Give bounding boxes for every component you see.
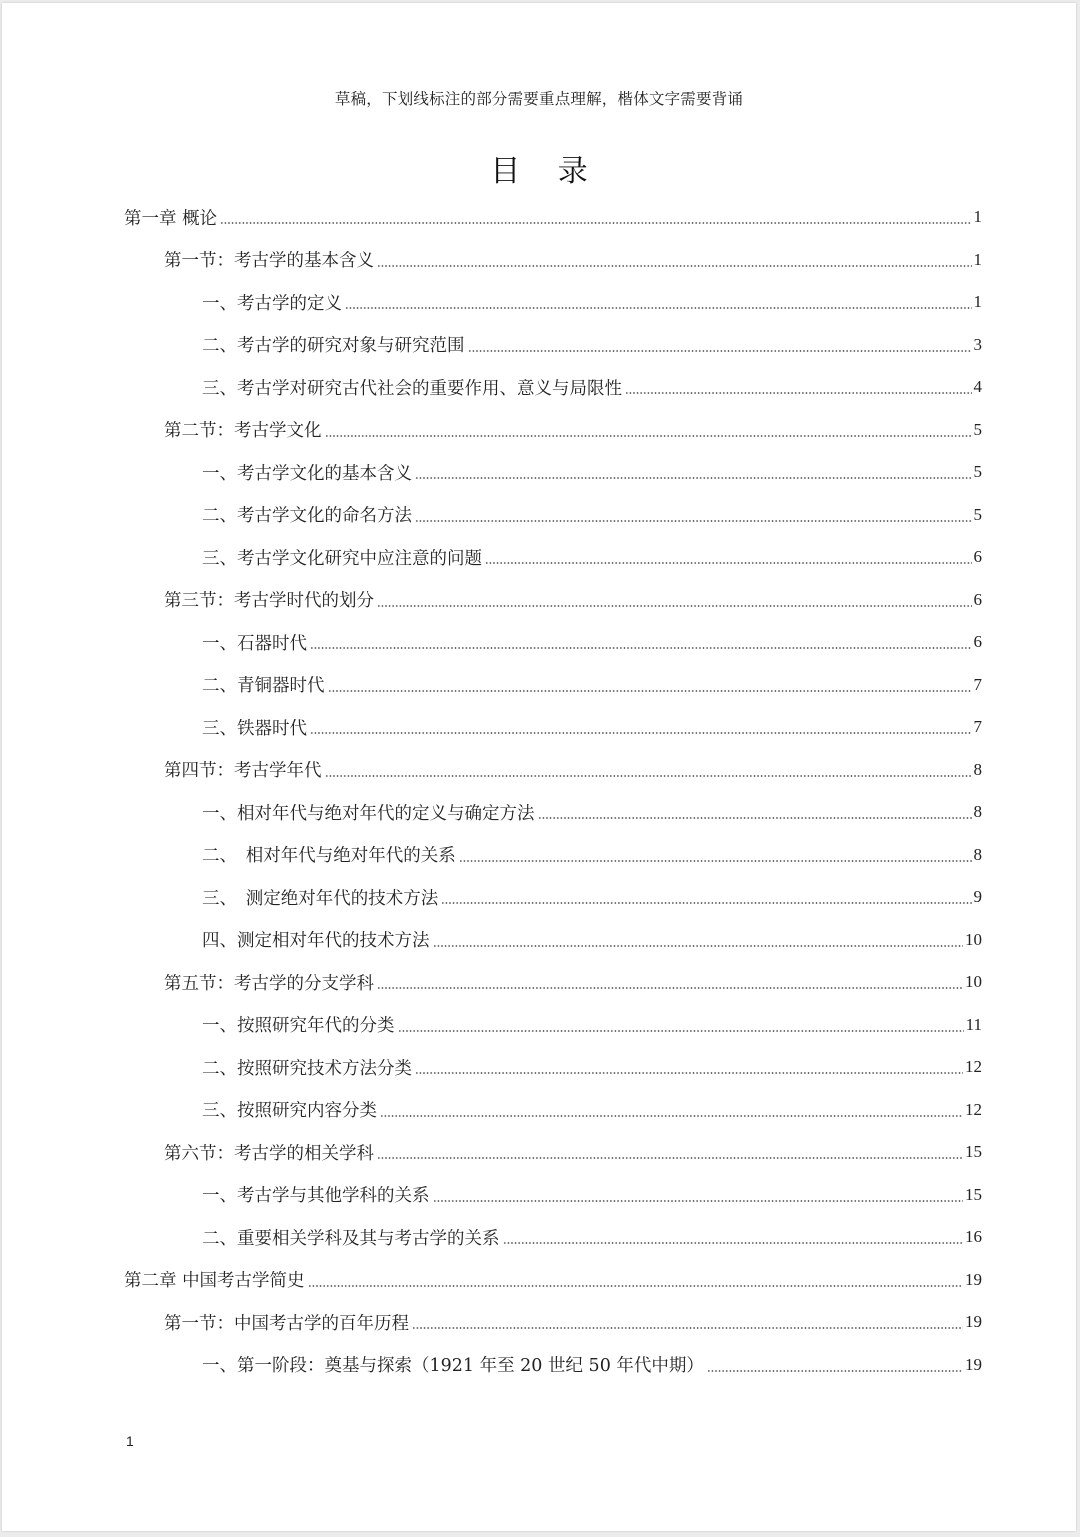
toc-dot-leader: [328, 690, 972, 692]
toc-entry-label: 二、按照研究技术方法分类: [202, 1058, 412, 1079]
toc-dot-leader: [325, 775, 972, 777]
toc-entry-label: 三、考古学对研究古代社会的重要作用、意义与局限性: [202, 378, 622, 399]
toc-dot-leader: [377, 987, 963, 989]
toc-entry[interactable]: [2, 239, 1076, 282]
toc-entry-page-number: 7: [973, 717, 982, 737]
toc-dot-leader: [625, 392, 972, 394]
toc-dot-leader: [325, 435, 972, 437]
toc-entry-page-number: 6: [973, 547, 982, 567]
toc-dot-leader: [441, 902, 971, 904]
document-page: [2, 3, 1076, 1531]
toc-entry[interactable]: [2, 1174, 1076, 1217]
toc-entry-page-number: 10: [965, 929, 982, 949]
toc-entry-label: 一、考古学文化的基本含义: [202, 463, 412, 484]
toc-entry-page-number: 11: [965, 1014, 982, 1034]
toc-entry-label: 一、相对年代与绝对年代的定义与确定方法: [202, 803, 535, 824]
toc-entry-page-number: 3: [973, 334, 982, 354]
toc-entry-page-number: 8: [973, 759, 982, 779]
toc-title: 目 录: [490, 154, 602, 189]
toc-dot-leader: [415, 520, 972, 522]
toc-entry[interactable]: [2, 1131, 1076, 1174]
toc-entry-label: 二、重要相关学科及其与考古学的关系: [202, 1228, 500, 1249]
toc-entry[interactable]: [2, 324, 1076, 367]
toc-dot-leader: [707, 1370, 963, 1372]
toc-entry[interactable]: [2, 1344, 1076, 1387]
toc-dot-leader: [433, 945, 964, 947]
toc-entry-label: 三、按照研究内容分类: [202, 1101, 377, 1122]
toc-entry-page-number: 5: [973, 419, 982, 439]
toc-dot-leader: [377, 265, 972, 267]
toc-entry[interactable]: [2, 494, 1076, 537]
toc-entry-page-number: 15: [965, 1184, 982, 1204]
toc-entry-label: 三、 测定绝对年代的技术方法: [202, 888, 439, 909]
toc-entry[interactable]: [2, 664, 1076, 707]
toc-entry-label: 第六节：考古学的相关学科: [164, 1143, 374, 1164]
toc-entry-label: 第二章 中国考古学简史: [124, 1271, 305, 1292]
toc-entry-label: 第五节：考古学的分支学科: [164, 973, 374, 994]
toc-dot-leader: [345, 307, 972, 309]
toc-entry[interactable]: [2, 1046, 1076, 1089]
toc-entry[interactable]: [2, 451, 1076, 494]
toc-entry[interactable]: [2, 1259, 1076, 1302]
toc-entry-page-number: 6: [973, 632, 982, 652]
toc-dot-leader: [538, 817, 972, 819]
toc-entry-page-number: 8: [973, 802, 982, 822]
footer-page-number: 1: [126, 1433, 134, 1449]
toc-entry-page-number: 19: [965, 1312, 982, 1332]
toc-entry-page-number: 6: [973, 589, 982, 609]
toc-dot-leader: [308, 1285, 963, 1287]
toc-entry[interactable]: [2, 409, 1076, 452]
toc-dot-leader: [412, 1327, 963, 1329]
toc-entry-label: 第三节：考古学时代的划分: [164, 591, 374, 612]
toc-entry-label: 四、测定相对年代的技术方法: [202, 931, 430, 952]
toc-dot-leader: [415, 477, 972, 479]
toc-entry[interactable]: [2, 961, 1076, 1004]
toc-dot-leader: [220, 222, 971, 224]
toc-entry[interactable]: [2, 1004, 1076, 1047]
toc-entry[interactable]: [2, 196, 1076, 239]
toc-entry-page-number: 12: [965, 1057, 982, 1077]
toc-entry[interactable]: [2, 621, 1076, 664]
toc-entry-page-number: 1: [973, 292, 982, 312]
toc-entry[interactable]: [2, 919, 1076, 962]
toc-dot-leader: [377, 1157, 963, 1159]
toc-entry-page-number: 5: [973, 504, 982, 524]
toc-entry[interactable]: [2, 791, 1076, 834]
toc-entry-page-number: 10: [965, 972, 982, 992]
toc-entry[interactable]: [2, 366, 1076, 409]
toc-entry-page-number: 8: [973, 844, 982, 864]
toc-entry[interactable]: [2, 281, 1076, 324]
toc-entry-label: 一、考古学与其他学科的关系: [202, 1186, 430, 1207]
toc-dot-leader: [377, 605, 972, 607]
toc-entry-page-number: 4: [973, 377, 982, 397]
toc-dot-leader: [468, 350, 972, 352]
toc-entry-label: 二、 相对年代与绝对年代的关系: [202, 846, 456, 867]
toc-dot-leader: [433, 1200, 964, 1202]
toc-entry-page-number: 7: [973, 674, 982, 694]
toc-entry[interactable]: [2, 834, 1076, 877]
toc-entry-label: 第一节：考古学的基本含义: [164, 251, 374, 272]
toc-entry-label: 一、第一阶段：奠基与探索（1921 年至 20 世纪 50 年代中期）: [202, 1356, 704, 1377]
toc-entry-page-number: 19: [965, 1354, 982, 1374]
toc-dot-leader: [503, 1242, 964, 1244]
toc-entry-label: 一、考古学的定义: [202, 293, 342, 314]
toc-entry[interactable]: [2, 876, 1076, 919]
toc-entry[interactable]: [2, 1089, 1076, 1132]
header-note: 草稿，下划线标注的部分需要重点理解，楷体文字需要背诵: [334, 90, 744, 108]
toc-dot-leader: [380, 1115, 963, 1117]
toc-entry-page-number: 1: [973, 249, 982, 269]
toc-dot-leader: [415, 1072, 963, 1074]
toc-entry-label: 第一章 概论: [124, 208, 218, 229]
toc-entry-label: 二、考古学的研究对象与研究范围: [202, 336, 465, 357]
toc-dot-leader: [485, 562, 972, 564]
toc-entry[interactable]: [2, 706, 1076, 749]
toc-dot-leader: [310, 647, 972, 649]
toc-dot-leader: [459, 860, 972, 862]
toc-entry[interactable]: [2, 1301, 1076, 1344]
toc-entry-label: 第二节：考古学文化: [164, 421, 322, 442]
toc-entry-page-number: 16: [965, 1227, 982, 1247]
toc-entry[interactable]: [2, 1216, 1076, 1259]
toc-entry-label: 二、考古学文化的命名方法: [202, 506, 412, 527]
toc-entry-label: 第四节：考古学年代: [164, 761, 322, 782]
toc-dot-leader: [310, 732, 972, 734]
toc-entry-label: 二、青铜器时代: [202, 676, 325, 697]
toc-entry-page-number: 1: [973, 207, 982, 227]
toc-entry-page-number: 9: [973, 887, 982, 907]
toc-entry[interactable]: [2, 749, 1076, 792]
toc-entry-label: 一、石器时代: [202, 633, 307, 654]
toc-entry-page-number: 15: [965, 1142, 982, 1162]
toc-entry[interactable]: [2, 536, 1076, 579]
toc-dot-leader: [398, 1030, 964, 1032]
toc-entry-page-number: 19: [965, 1269, 982, 1289]
toc-entry-label: 第一节：中国考古学的百年历程: [164, 1313, 409, 1334]
toc-entry[interactable]: [2, 579, 1076, 622]
toc-entry-page-number: 12: [965, 1099, 982, 1119]
table-of-contents: [2, 196, 1076, 1386]
toc-entry-label: 三、铁器时代: [202, 718, 307, 739]
toc-entry-label: 三、考古学文化研究中应注意的问题: [202, 548, 482, 569]
toc-entry-page-number: 5: [973, 462, 982, 482]
toc-entry-label: 一、按照研究年代的分类: [202, 1016, 395, 1037]
